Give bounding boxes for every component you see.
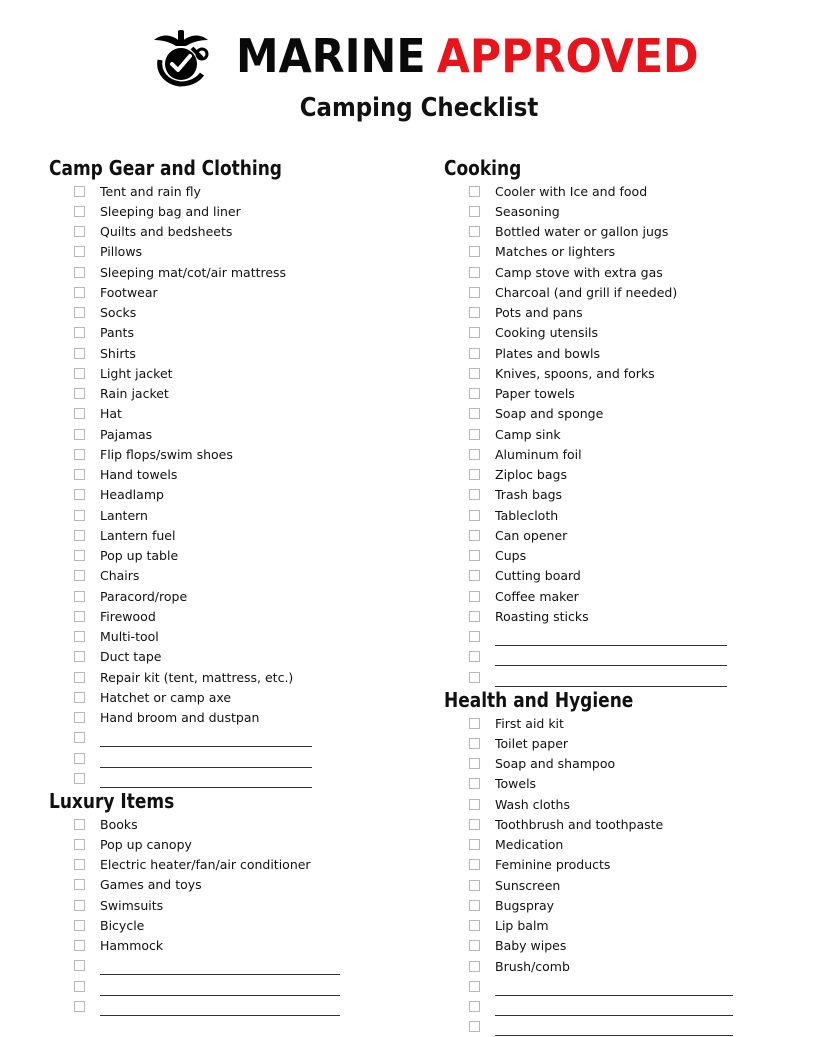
checkbox[interactable]: [469, 429, 480, 440]
checklist-item-label: Towels: [495, 776, 537, 792]
checkbox[interactable]: [469, 611, 480, 622]
checkbox[interactable]: [74, 672, 85, 683]
checklist-item-label: Camp sink: [495, 426, 561, 442]
checkbox[interactable]: [469, 631, 480, 642]
checklist-item-label: Cooler with Ice and food: [495, 183, 648, 199]
checkbox[interactable]: [74, 429, 85, 440]
checklist-item-label: Chairs: [100, 568, 140, 584]
checkbox[interactable]: [74, 449, 85, 460]
checkbox[interactable]: [74, 348, 85, 359]
checklist-camp-gear: [74, 181, 312, 789]
blank-write-in-line[interactable]: [100, 1003, 340, 1016]
checkbox[interactable]: [74, 819, 85, 830]
checklist-item: [74, 566, 312, 586]
checkbox[interactable]: [74, 570, 85, 581]
checkbox[interactable]: [469, 530, 480, 541]
checklist-item: [74, 262, 312, 282]
checklist-item-label: Rain jacket: [100, 386, 169, 402]
checkbox[interactable]: [74, 611, 85, 622]
blank-write-in-line[interactable]: [495, 633, 727, 646]
checklist-item: [74, 855, 340, 875]
checklist-item-label: Tent and rain fly: [100, 183, 201, 199]
checklist-item-label: Pajamas: [100, 426, 153, 442]
checklist-item: [74, 834, 340, 854]
checklist-item-label: Hat: [100, 406, 122, 422]
checklist-item-label: Aluminum foil: [495, 446, 582, 462]
blank-write-in-line[interactable]: [100, 962, 340, 975]
checklist-item-label: Light jacket: [100, 365, 173, 381]
checkbox[interactable]: [74, 839, 85, 850]
checkbox[interactable]: [469, 307, 480, 318]
checkbox[interactable]: [74, 920, 85, 931]
checkbox[interactable]: [74, 206, 85, 217]
checklist-item: [74, 915, 340, 935]
checklist-item-label: Feminine products: [495, 857, 611, 873]
checklist-item: [469, 222, 727, 242]
checkbox[interactable]: [469, 799, 480, 810]
checklist-item: [74, 546, 312, 566]
checklist-item: [74, 667, 312, 687]
checkbox[interactable]: [74, 773, 85, 784]
section-title-cooking: Cooking: [444, 156, 522, 180]
checklist-item-label: Camp stove with extra gas: [495, 264, 663, 280]
blank-write-in-line[interactable]: [100, 755, 312, 768]
checklist-item: [469, 586, 727, 606]
checklist-item-label: Quilts and bedsheets: [100, 224, 233, 240]
checklist-item: [469, 525, 727, 545]
checklist-item-label: Firewood: [100, 608, 156, 624]
checkbox[interactable]: [74, 510, 85, 521]
checklist-item-label: Pop up canopy: [100, 836, 192, 852]
checkbox[interactable]: [469, 961, 480, 972]
checkbox[interactable]: [74, 940, 85, 951]
checklist-item: [469, 242, 727, 262]
checklist-item-label: Pop up table: [100, 548, 179, 564]
checkbox[interactable]: [469, 510, 480, 521]
checklist-item: [74, 303, 312, 323]
checkbox[interactable]: [74, 246, 85, 257]
checklist-item-label: Tablecloth: [495, 507, 559, 523]
eagle-globe-anchor-check-icon: [150, 26, 212, 88]
checklist-item: [469, 794, 733, 814]
checklist-item: [469, 282, 727, 302]
checklist-item: [74, 606, 312, 626]
checkbox[interactable]: [74, 388, 85, 399]
checkbox[interactable]: [74, 469, 85, 480]
checklist-item-label: Soap and shampoo: [495, 756, 616, 772]
checklist-blank-item: [469, 667, 727, 687]
checklist-item: [469, 956, 733, 976]
checkbox[interactable]: [469, 388, 480, 399]
brand-title: [236, 28, 699, 84]
checklist-item: [74, 936, 340, 956]
checkbox[interactable]: [74, 692, 85, 703]
checkbox[interactable]: [74, 226, 85, 237]
checklist-item: [74, 814, 340, 834]
checklist-item-label: Roasting sticks: [495, 608, 589, 624]
checkbox[interactable]: [469, 718, 480, 729]
checklist-item-label: Hand towels: [100, 467, 178, 483]
checkbox[interactable]: [469, 940, 480, 951]
checkbox[interactable]: [469, 570, 480, 581]
checklist-item-label: Coffee maker: [495, 588, 579, 604]
checklist-item: [469, 485, 727, 505]
checklist-item-label: Medication: [495, 837, 564, 853]
checklist-item-label: Can opener: [495, 527, 568, 543]
checklist-item-label: Toilet paper: [495, 735, 569, 751]
blank-write-in-line[interactable]: [100, 775, 312, 788]
checkbox[interactable]: [469, 778, 480, 789]
checklist-item-label: Trash bags: [495, 487, 563, 503]
checklist-item-label: Bugspray: [495, 897, 555, 913]
checklist-item: [74, 586, 312, 606]
checklist-item-label: Hatchet or camp axe: [100, 689, 232, 705]
section-title-camp-gear: Camp Gear and Clothing: [49, 156, 282, 180]
checklist-item-label: Cooking utensils: [495, 325, 598, 341]
checklist-item: [469, 181, 727, 201]
checklist-item: [74, 444, 312, 464]
checklist-item: [469, 363, 727, 383]
checklist-item-label: Pants: [100, 325, 134, 341]
checklist-luxury: [74, 814, 340, 1017]
checklist-item: [469, 424, 727, 444]
checklist-item: [74, 181, 312, 201]
checklist-item-label: Baby wipes: [495, 938, 567, 954]
checklist-item-label: Duct tape: [100, 649, 162, 665]
checklist-blank-item: [74, 956, 340, 976]
checklist-item: [74, 708, 312, 728]
checkbox[interactable]: [74, 859, 85, 870]
checkbox[interactable]: [74, 408, 85, 419]
checklist-item: [74, 363, 312, 383]
checkbox[interactable]: [469, 408, 480, 419]
checklist-blank-item: [469, 997, 733, 1017]
checkbox[interactable]: [74, 651, 85, 662]
checkbox[interactable]: [74, 753, 85, 764]
checkbox[interactable]: [469, 672, 480, 683]
checklist-item-label: Pillows: [100, 244, 143, 260]
brand-marine: MARINE: [236, 29, 426, 83]
checklist-item: [469, 835, 733, 855]
checklist-item-label: Bottled water or gallon jugs: [495, 224, 669, 240]
checklist-item: [469, 505, 727, 525]
checkbox[interactable]: [469, 550, 480, 561]
checkbox[interactable]: [469, 246, 480, 257]
checklist-item: [469, 404, 727, 424]
checklist-item: [469, 323, 727, 343]
checkbox[interactable]: [469, 859, 480, 870]
checklist-item: [469, 465, 727, 485]
checklist-item-label: Games and toys: [100, 877, 202, 893]
checkbox[interactable]: [74, 900, 85, 911]
checklist-item: [469, 546, 727, 566]
checklist-item-label: Sunscreen: [495, 877, 561, 893]
checklist-item-label: Hammock: [100, 938, 164, 954]
checklist-item: [74, 242, 312, 262]
blank-write-in-line[interactable]: [495, 1023, 733, 1036]
checklist-item-label: Paracord/rope: [100, 588, 188, 604]
checkbox[interactable]: [74, 287, 85, 298]
checkbox[interactable]: [74, 631, 85, 642]
checkbox[interactable]: [469, 449, 480, 460]
checklist-blank-item: [74, 996, 340, 1016]
checklist-cooking: [469, 181, 727, 687]
checklist-item-label: Plates and bowls: [495, 345, 601, 361]
checklist-item: [74, 485, 312, 505]
checklist-item: [469, 384, 727, 404]
blank-write-in-line[interactable]: [495, 653, 727, 666]
checklist-blank-item: [469, 976, 733, 996]
checkbox[interactable]: [74, 368, 85, 379]
checklist-item-label: Sleeping bag and liner: [100, 203, 241, 219]
checkbox[interactable]: [74, 732, 85, 743]
checklist-item: [74, 465, 312, 485]
checklist-item: [74, 647, 312, 667]
checkbox[interactable]: [74, 712, 85, 723]
checklist-item-label: Books: [100, 816, 138, 832]
checkbox[interactable]: [469, 819, 480, 830]
checklist-item: [74, 687, 312, 707]
checklist-item-label: First aid kit: [495, 715, 564, 731]
blank-write-in-line[interactable]: [100, 734, 312, 747]
blank-write-in-line[interactable]: [495, 674, 727, 687]
checklist-item-label: Matches or lighters: [495, 244, 616, 260]
section-title-luxury: Luxury Items: [49, 789, 175, 813]
checklist-item: [74, 895, 340, 915]
checklist-item-label: Socks: [100, 305, 137, 321]
checkbox[interactable]: [74, 186, 85, 197]
blank-write-in-line[interactable]: [100, 983, 340, 996]
checkbox[interactable]: [469, 469, 480, 480]
checklist-item-label: Soap and sponge: [495, 406, 604, 422]
checkbox[interactable]: [74, 879, 85, 890]
checklist-item: [74, 404, 312, 424]
checklist-item: [469, 936, 733, 956]
page-header: [0, 0, 838, 140]
checklist-item-label: Electric heater/fan/air conditioner: [100, 857, 311, 873]
checklist-item-label: Charcoal (and grill if needed): [495, 284, 678, 300]
checklist-item-label: Headlamp: [100, 487, 164, 503]
checklist-item: [469, 754, 733, 774]
checklist-item-label: Lip balm: [495, 918, 549, 934]
section-title-health: Health and Hygiene: [444, 688, 634, 712]
checklist-item: [469, 606, 727, 626]
checkbox[interactable]: [469, 368, 480, 379]
checkbox[interactable]: [74, 550, 85, 561]
checklist-item-label: Lantern: [100, 507, 148, 523]
checklist-item-label: Sleeping mat/cot/air mattress: [100, 264, 287, 280]
checkbox[interactable]: [469, 186, 480, 197]
checklist-health: [469, 713, 733, 1037]
checklist-item-label: Seasoning: [495, 203, 560, 219]
checkbox[interactable]: [469, 758, 480, 769]
brand-approved: APPROVED: [436, 29, 699, 83]
checkbox[interactable]: [74, 307, 85, 318]
blank-write-in-line[interactable]: [495, 1003, 733, 1016]
checklist-item: [74, 627, 312, 647]
checkbox[interactable]: [74, 981, 85, 992]
checklist-item: [469, 916, 733, 936]
checklist-item: [469, 814, 733, 834]
checklist-item: [469, 774, 733, 794]
checklist-item-label: Footwear: [100, 284, 158, 300]
checkbox[interactable]: [74, 327, 85, 338]
page-title: Camping Checklist: [299, 93, 539, 123]
checkbox[interactable]: [74, 530, 85, 541]
checkbox[interactable]: [469, 839, 480, 850]
checklist-item-label: Knives, spoons, and forks: [495, 365, 655, 381]
checkbox[interactable]: [469, 981, 480, 992]
checklist-blank-item: [469, 1017, 733, 1037]
checklist-item-label: Hand broom and dustpan: [100, 710, 260, 726]
checkbox[interactable]: [469, 900, 480, 911]
checklist-item: [469, 343, 727, 363]
checkbox[interactable]: [469, 327, 480, 338]
checklist-item: [74, 323, 312, 343]
checkbox[interactable]: [469, 651, 480, 662]
checkbox[interactable]: [469, 226, 480, 237]
checklist-item: [74, 525, 312, 545]
checklist-item: [469, 262, 727, 282]
blank-write-in-line[interactable]: [495, 983, 733, 996]
checklist-item-label: Wash cloths: [495, 796, 570, 812]
checkbox[interactable]: [469, 489, 480, 500]
checkbox[interactable]: [469, 267, 480, 278]
checklist-item-label: Ziploc bags: [495, 467, 567, 483]
checklist-item: [469, 733, 733, 753]
checklist-item-label: Cups: [495, 548, 527, 564]
checklist-item-label: Pots and pans: [495, 305, 583, 321]
checklist-item: [469, 713, 733, 733]
checklist-item: [74, 343, 312, 363]
checklist-item: [469, 201, 727, 221]
checkbox[interactable]: [74, 960, 85, 971]
checklist-item: [74, 384, 312, 404]
checklist-item: [469, 303, 727, 323]
checklist-blank-item: [469, 627, 727, 647]
checklist-item-label: Multi-tool: [100, 629, 159, 645]
checkbox[interactable]: [469, 287, 480, 298]
checklist-item: [74, 875, 340, 895]
checkbox[interactable]: [74, 591, 85, 602]
checklist-blank-item: [74, 976, 340, 996]
checklist-item: [74, 222, 312, 242]
checkbox[interactable]: [469, 1021, 480, 1032]
checkbox[interactable]: [469, 206, 480, 217]
checklist-item: [469, 875, 733, 895]
checkbox[interactable]: [74, 267, 85, 278]
checkbox[interactable]: [469, 738, 480, 749]
checklist-item: [74, 424, 312, 444]
checkbox[interactable]: [469, 1001, 480, 1012]
checklist-item-label: Toothbrush and toothpaste: [495, 816, 664, 832]
checklist-item-label: Repair kit (tent, mattress, etc.): [100, 669, 294, 685]
checklist-blank-item: [74, 748, 312, 768]
checklist-item-label: Cutting board: [495, 568, 581, 584]
checklist-item-label: Swimsuits: [100, 897, 164, 913]
checklist-item: [469, 895, 733, 915]
checklist-item-label: Brush/comb: [495, 958, 570, 974]
checkbox[interactable]: [74, 1001, 85, 1012]
checklist-item-label: Lantern fuel: [100, 527, 176, 543]
checklist-item: [74, 201, 312, 221]
checklist-blank-item: [74, 728, 312, 748]
checklist-item: [74, 505, 312, 525]
checklist-item: [469, 855, 733, 875]
checklist-item-label: Bicycle: [100, 917, 145, 933]
checklist-item-label: Flip flops/swim shoes: [100, 446, 233, 462]
checkbox[interactable]: [469, 920, 480, 931]
checklist-item: [74, 282, 312, 302]
checklist-item-label: Paper towels: [495, 386, 575, 402]
checklist-blank-item: [74, 768, 312, 788]
checklist-item: [469, 566, 727, 586]
checkbox[interactable]: [469, 348, 480, 359]
checkbox[interactable]: [74, 489, 85, 500]
checklist-item: [469, 444, 727, 464]
checkbox[interactable]: [469, 880, 480, 891]
checklist-item-label: Shirts: [100, 345, 136, 361]
checklist-blank-item: [469, 647, 727, 667]
checkbox[interactable]: [469, 591, 480, 602]
